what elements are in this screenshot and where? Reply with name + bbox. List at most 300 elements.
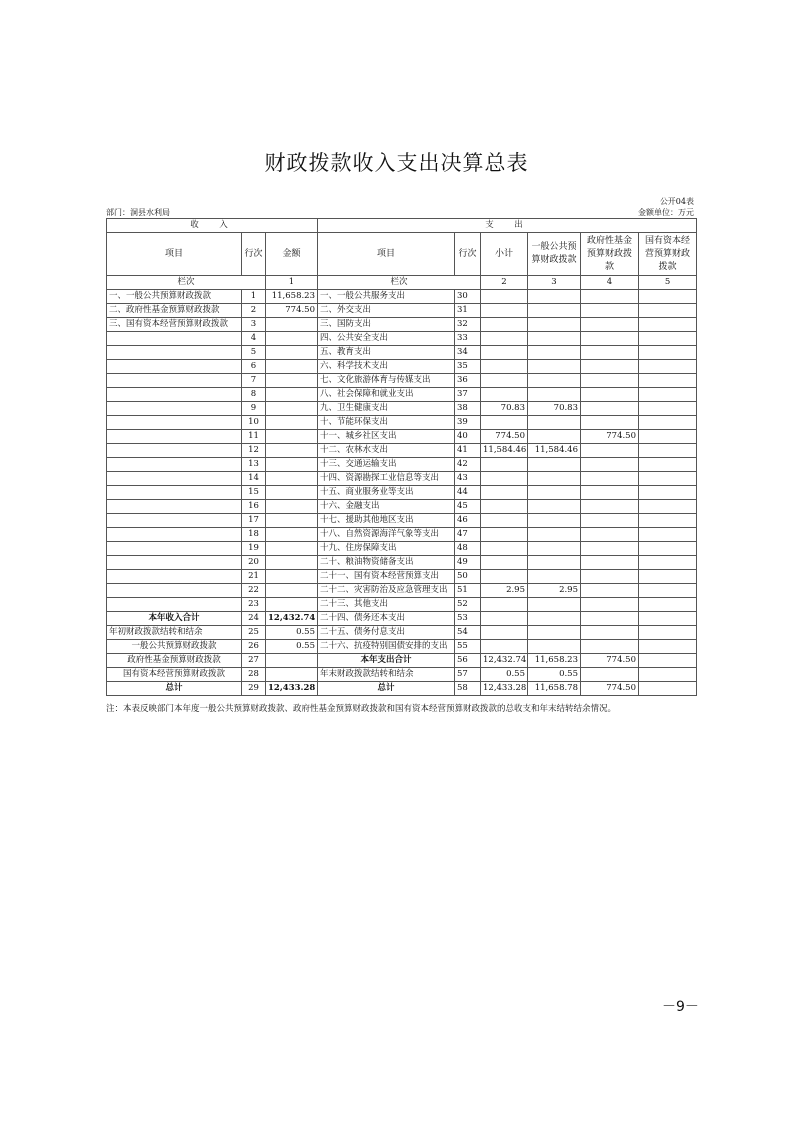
row-left-number: 21 xyxy=(242,570,266,584)
table-note: 注：本表反映部门本年度一般公共预算财政拨款、政府性基金预算财政拨款和国有资本经营预算财政拨款的总收支和年末结转结余情况。 xyxy=(106,704,617,714)
row-subtotal xyxy=(481,486,528,500)
row-general xyxy=(528,486,581,500)
col-header-row2: 行次 xyxy=(455,233,481,276)
row-fund xyxy=(581,640,639,654)
table-row xyxy=(107,514,697,528)
row-fund xyxy=(581,388,639,402)
row-subtotal xyxy=(481,304,528,318)
row-left-amount xyxy=(266,556,318,570)
row-right-item: 二、外交支出 xyxy=(318,304,455,318)
row-general xyxy=(528,556,581,570)
row-right-number: 34 xyxy=(455,346,481,360)
row-general: 11,658.23 xyxy=(528,654,581,668)
row-right-number: 33 xyxy=(455,332,481,346)
row-left-item xyxy=(107,542,242,556)
row-subtotal: 0.55 xyxy=(481,668,528,682)
row-right-number: 44 xyxy=(455,486,481,500)
row-right-item: 九、卫生健康支出 xyxy=(318,402,455,416)
row-general xyxy=(528,500,581,514)
row-left-item: 政府性基金预算财政拨款 xyxy=(107,654,242,668)
row-general xyxy=(528,528,581,542)
row-fund xyxy=(581,612,639,626)
row-right-number: 37 xyxy=(455,388,481,402)
row-right-number: 48 xyxy=(455,542,481,556)
table-row xyxy=(107,640,697,654)
row-general xyxy=(528,430,581,444)
row-subtotal: 2.95 xyxy=(481,584,528,598)
row-left-item xyxy=(107,374,242,388)
row-subtotal xyxy=(481,290,528,304)
row-state xyxy=(639,318,697,332)
colnum-3: 3 xyxy=(528,276,581,290)
row-subtotal: 12,432.74 xyxy=(481,654,528,668)
row-state xyxy=(639,654,697,668)
row-state xyxy=(639,402,697,416)
row-right-item: 一、一般公共服务支出 xyxy=(318,290,455,304)
row-right-number: 31 xyxy=(455,304,481,318)
row-state xyxy=(639,682,697,696)
row-left-number: 3 xyxy=(242,318,266,332)
page-number: －9－ xyxy=(662,999,699,1015)
row-right-item: 十七、援助其他地区支出 xyxy=(318,514,455,528)
table-row xyxy=(107,416,697,430)
row-right-item: 二十五、债务付息支出 xyxy=(318,626,455,640)
row-fund xyxy=(581,458,639,472)
unit-label: 金额单位：万元 xyxy=(638,208,694,217)
row-right-number: 54 xyxy=(455,626,481,640)
row-state xyxy=(639,542,697,556)
row-right-number: 43 xyxy=(455,472,481,486)
row-right-number: 50 xyxy=(455,570,481,584)
row-right-item: 二十、粮油物资储备支出 xyxy=(318,556,455,570)
row-right-item: 十一、城乡社区支出 xyxy=(318,430,455,444)
row-right-item: 六、科学技术支出 xyxy=(318,360,455,374)
header-row-columns xyxy=(107,233,697,276)
row-left-number: 14 xyxy=(242,472,266,486)
form-code: 公开04表 xyxy=(659,197,694,206)
row-fund xyxy=(581,500,639,514)
table-row xyxy=(107,584,697,598)
row-subtotal xyxy=(481,346,528,360)
expense-section-header: 支 出 xyxy=(318,219,697,233)
row-subtotal xyxy=(481,612,528,626)
row-left-amount xyxy=(266,542,318,556)
row-general xyxy=(528,626,581,640)
row-left-item xyxy=(107,388,242,402)
row-left-number: 5 xyxy=(242,346,266,360)
row-left-amount: 12,433.28 xyxy=(266,682,318,696)
row-state xyxy=(639,290,697,304)
row-right-number: 36 xyxy=(455,374,481,388)
row-right-item: 十、节能环保支出 xyxy=(318,416,455,430)
row-subtotal xyxy=(481,332,528,346)
row-general xyxy=(528,416,581,430)
row-right-item: 十三、交通运输支出 xyxy=(318,458,455,472)
row-left-item xyxy=(107,402,242,416)
row-general xyxy=(528,598,581,612)
income-section-header: 收 入 xyxy=(107,219,318,233)
table-row xyxy=(107,500,697,514)
row-left-item xyxy=(107,528,242,542)
row-state xyxy=(639,388,697,402)
row-left-amount xyxy=(266,346,318,360)
row-fund xyxy=(581,402,639,416)
row-left-item: 国有资本经营预算财政拨款 xyxy=(107,668,242,682)
row-state xyxy=(639,444,697,458)
row-left-number: 7 xyxy=(242,374,266,388)
row-left-item: 一般公共预算财政拨款 xyxy=(107,640,242,654)
row-left-number: 15 xyxy=(242,486,266,500)
row-fund xyxy=(581,486,639,500)
header-row-sections xyxy=(107,219,697,233)
row-subtotal: 11,584.46 xyxy=(481,444,528,458)
row-right-item: 十八、自然资源海洋气象等支出 xyxy=(318,528,455,542)
row-right-item: 八、社会保障和就业支出 xyxy=(318,388,455,402)
colnum-5: 5 xyxy=(639,276,697,290)
row-right-item: 二十四、债务还本支出 xyxy=(318,612,455,626)
row-right-number: 45 xyxy=(455,500,481,514)
row-left-item xyxy=(107,486,242,500)
row-fund xyxy=(581,598,639,612)
row-left-amount xyxy=(266,654,318,668)
row-state xyxy=(639,416,697,430)
row-state xyxy=(639,556,697,570)
row-left-number: 8 xyxy=(242,388,266,402)
row-left-item: 本年收入合计 xyxy=(107,612,242,626)
row-left-number: 23 xyxy=(242,598,266,612)
row-state xyxy=(639,514,697,528)
row-left-amount xyxy=(266,416,318,430)
row-general xyxy=(528,304,581,318)
row-left-amount: 0.55 xyxy=(266,626,318,640)
row-state xyxy=(639,360,697,374)
row-fund xyxy=(581,668,639,682)
row-right-number: 55 xyxy=(455,640,481,654)
row-right-item: 二十一、国有资本经营预算支出 xyxy=(318,570,455,584)
row-left-number: 27 xyxy=(242,654,266,668)
row-left-number: 9 xyxy=(242,402,266,416)
row-general xyxy=(528,472,581,486)
row-fund xyxy=(581,528,639,542)
table-row xyxy=(107,668,697,682)
row-left-number: 26 xyxy=(242,640,266,654)
row-left-amount xyxy=(266,500,318,514)
row-right-number: 35 xyxy=(455,360,481,374)
row-state xyxy=(639,304,697,318)
col-header-fund: 政府性基金预算财政拨款 xyxy=(581,233,639,276)
table-row xyxy=(107,290,697,304)
row-right-number: 57 xyxy=(455,668,481,682)
row-left-amount: 774.50 xyxy=(266,304,318,318)
row-left-item xyxy=(107,430,242,444)
row-left-item xyxy=(107,346,242,360)
row-fund xyxy=(581,626,639,640)
table-row xyxy=(107,472,697,486)
row-left-item xyxy=(107,458,242,472)
row-state xyxy=(639,458,697,472)
report-sheet xyxy=(106,196,696,714)
row-fund xyxy=(581,304,639,318)
row-left-item: 三、国有资本经营预算财政拨款 xyxy=(107,318,242,332)
row-right-item: 二十三、其他支出 xyxy=(318,598,455,612)
row-left-number: 12 xyxy=(242,444,266,458)
row-right-item: 总计 xyxy=(318,682,455,696)
row-general xyxy=(528,542,581,556)
row-state xyxy=(639,430,697,444)
row-subtotal xyxy=(481,514,528,528)
table-row xyxy=(107,528,697,542)
row-general xyxy=(528,388,581,402)
row-left-amount xyxy=(266,528,318,542)
row-subtotal xyxy=(481,528,528,542)
row-subtotal xyxy=(481,556,528,570)
row-left-number: 18 xyxy=(242,528,266,542)
row-left-amount: 11,658.23 xyxy=(266,290,318,304)
row-left-number: 2 xyxy=(242,304,266,318)
row-subtotal xyxy=(481,360,528,374)
col-header-row: 行次 xyxy=(242,233,266,276)
table-row xyxy=(107,556,697,570)
table-row xyxy=(107,542,697,556)
row-left-number: 29 xyxy=(242,682,266,696)
row-state xyxy=(639,570,697,584)
row-left-item xyxy=(107,584,242,598)
row-fund xyxy=(581,332,639,346)
row-state xyxy=(639,640,697,654)
colnum-4: 4 xyxy=(581,276,639,290)
table-row xyxy=(107,654,697,668)
row-right-item: 本年支出合计 xyxy=(318,654,455,668)
row-fund: 774.50 xyxy=(581,654,639,668)
row-subtotal xyxy=(481,626,528,640)
row-left-number: 17 xyxy=(242,514,266,528)
row-state xyxy=(639,528,697,542)
row-right-number: 52 xyxy=(455,598,481,612)
row-general xyxy=(528,290,581,304)
table-row xyxy=(107,458,697,472)
row-fund xyxy=(581,318,639,332)
row-fund xyxy=(581,542,639,556)
row-left-number: 28 xyxy=(242,668,266,682)
page-title: 财政拨款收入支出决算总表 xyxy=(264,151,529,175)
row-fund xyxy=(581,570,639,584)
row-general: 2.95 xyxy=(528,584,581,598)
table-row xyxy=(107,444,697,458)
row-general xyxy=(528,332,581,346)
colnum-1: 1 xyxy=(266,276,318,290)
row-subtotal xyxy=(481,388,528,402)
colnum-2: 2 xyxy=(481,276,528,290)
col-header-amount: 金额 xyxy=(266,233,318,276)
row-left-number: 11 xyxy=(242,430,266,444)
row-general xyxy=(528,570,581,584)
row-left-number: 24 xyxy=(242,612,266,626)
row-subtotal xyxy=(481,640,528,654)
row-state xyxy=(639,668,697,682)
row-subtotal xyxy=(481,598,528,612)
row-fund: 774.50 xyxy=(581,430,639,444)
row-left-item xyxy=(107,556,242,570)
colnum-left-label: 栏次 xyxy=(107,276,266,290)
table-row xyxy=(107,682,697,696)
row-left-amount xyxy=(266,374,318,388)
row-state xyxy=(639,486,697,500)
table-row xyxy=(107,626,697,640)
row-right-number: 42 xyxy=(455,458,481,472)
row-fund xyxy=(581,360,639,374)
row-fund xyxy=(581,290,639,304)
row-left-item: 总计 xyxy=(107,682,242,696)
row-state xyxy=(639,626,697,640)
row-left-amount: 12,432.74 xyxy=(266,612,318,626)
row-right-number: 53 xyxy=(455,612,481,626)
col-header-state: 国有资本经营预算财政拨款 xyxy=(639,233,697,276)
row-subtotal xyxy=(481,374,528,388)
row-left-number: 19 xyxy=(242,542,266,556)
row-general xyxy=(528,458,581,472)
table-row xyxy=(107,402,697,416)
row-right-item: 二十二、灾害防治及应急管理支出 xyxy=(318,584,455,598)
table-row xyxy=(107,388,697,402)
row-right-item: 十二、农林水支出 xyxy=(318,444,455,458)
row-left-item xyxy=(107,598,242,612)
row-left-amount xyxy=(266,318,318,332)
row-right-item: 四、公共安全支出 xyxy=(318,332,455,346)
row-fund xyxy=(581,444,639,458)
table-row xyxy=(107,318,697,332)
row-right-number: 51 xyxy=(455,584,481,598)
table-row xyxy=(107,304,697,318)
table-row xyxy=(107,430,697,444)
row-left-item: 一、一般公共预算财政拨款 xyxy=(107,290,242,304)
row-right-item: 十四、资源勘探工业信息等支出 xyxy=(318,472,455,486)
row-left-number: 20 xyxy=(242,556,266,570)
row-left-amount xyxy=(266,472,318,486)
row-state xyxy=(639,612,697,626)
table-row xyxy=(107,346,697,360)
row-left-number: 16 xyxy=(242,500,266,514)
row-fund xyxy=(581,584,639,598)
row-subtotal xyxy=(481,542,528,556)
row-right-number: 32 xyxy=(455,318,481,332)
form-code-line xyxy=(106,196,696,206)
row-right-number: 38 xyxy=(455,402,481,416)
row-general: 11,584.46 xyxy=(528,444,581,458)
row-left-amount xyxy=(266,332,318,346)
row-left-item xyxy=(107,360,242,374)
row-left-amount xyxy=(266,458,318,472)
row-left-item xyxy=(107,514,242,528)
table-row xyxy=(107,612,697,626)
row-left-number: 22 xyxy=(242,584,266,598)
row-left-amount xyxy=(266,598,318,612)
row-left-amount xyxy=(266,584,318,598)
row-left-item xyxy=(107,444,242,458)
row-fund xyxy=(581,346,639,360)
row-left-item xyxy=(107,500,242,514)
row-state xyxy=(639,500,697,514)
row-subtotal: 774.50 xyxy=(481,430,528,444)
row-general xyxy=(528,318,581,332)
row-left-amount xyxy=(266,360,318,374)
row-right-number: 47 xyxy=(455,528,481,542)
table-row xyxy=(107,570,697,584)
row-subtotal: 12,433.28 xyxy=(481,682,528,696)
row-left-item: 二、政府性基金预算财政拨款 xyxy=(107,304,242,318)
row-state xyxy=(639,332,697,346)
row-left-amount xyxy=(266,514,318,528)
row-fund xyxy=(581,374,639,388)
row-left-amount xyxy=(266,402,318,416)
row-subtotal xyxy=(481,570,528,584)
meta-line xyxy=(106,206,696,218)
row-right-item: 二十六、抗疫特别国债安排的支出 xyxy=(318,640,455,654)
row-right-item: 五、教育支出 xyxy=(318,346,455,360)
col-header-item2: 项目 xyxy=(318,233,455,276)
row-right-number: 56 xyxy=(455,654,481,668)
table-row xyxy=(107,332,697,346)
row-fund xyxy=(581,556,639,570)
row-left-amount xyxy=(266,570,318,584)
row-state xyxy=(639,598,697,612)
row-general xyxy=(528,374,581,388)
row-general xyxy=(528,346,581,360)
row-subtotal xyxy=(481,318,528,332)
summary-table xyxy=(106,218,697,696)
col-header-subtotal: 小计 xyxy=(481,233,528,276)
row-general: 11,658.78 xyxy=(528,682,581,696)
row-left-item xyxy=(107,332,242,346)
row-general: 70.83 xyxy=(528,402,581,416)
row-right-number: 30 xyxy=(455,290,481,304)
col-header-item: 项目 xyxy=(107,233,242,276)
department-label: 部门：洞县水利局 xyxy=(106,208,170,217)
row-subtotal xyxy=(481,500,528,514)
row-state xyxy=(639,346,697,360)
row-left-item xyxy=(107,570,242,584)
row-left-amount xyxy=(266,444,318,458)
header-row-colnum xyxy=(107,276,697,290)
row-left-number: 10 xyxy=(242,416,266,430)
row-fund xyxy=(581,472,639,486)
row-left-number: 25 xyxy=(242,626,266,640)
row-subtotal: 70.83 xyxy=(481,402,528,416)
row-fund xyxy=(581,514,639,528)
row-left-number: 1 xyxy=(242,290,266,304)
row-right-number: 49 xyxy=(455,556,481,570)
row-right-number: 40 xyxy=(455,430,481,444)
row-left-amount xyxy=(266,388,318,402)
col-header-general: 一般公共预算财政拨款 xyxy=(528,233,581,276)
row-right-number: 46 xyxy=(455,514,481,528)
row-general: 0.55 xyxy=(528,668,581,682)
row-right-number: 39 xyxy=(455,416,481,430)
row-right-item: 十五、商业服务业等支出 xyxy=(318,486,455,500)
row-left-amount xyxy=(266,430,318,444)
row-subtotal xyxy=(481,416,528,430)
row-general xyxy=(528,360,581,374)
row-left-amount: 0.55 xyxy=(266,640,318,654)
row-left-number: 4 xyxy=(242,332,266,346)
row-subtotal xyxy=(481,472,528,486)
row-left-item: 年初财政拨款结转和结余 xyxy=(107,626,242,640)
row-right-number: 58 xyxy=(455,682,481,696)
table-row xyxy=(107,374,697,388)
table-row xyxy=(107,360,697,374)
row-general xyxy=(528,612,581,626)
row-right-item: 十六、金融支出 xyxy=(318,500,455,514)
row-general xyxy=(528,640,581,654)
